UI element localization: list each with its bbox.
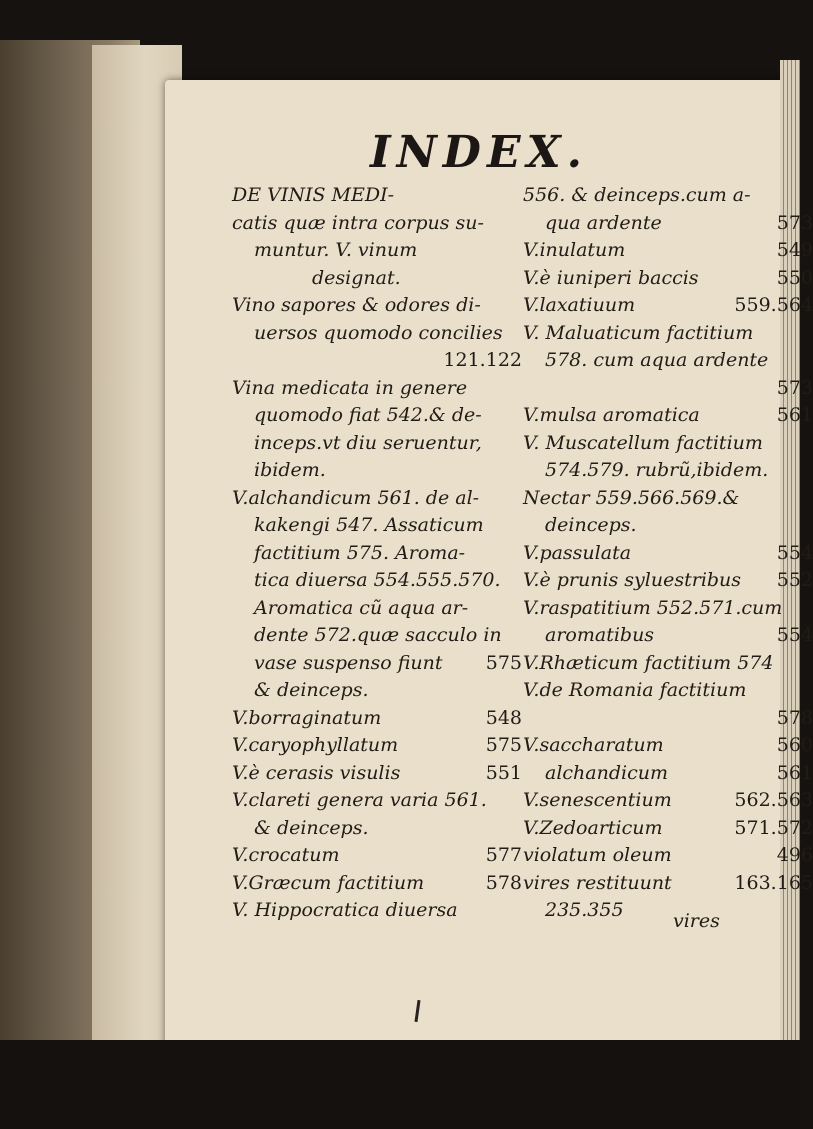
index-entry	[232, 897, 522, 925]
index-entry	[523, 512, 813, 540]
entry-text: Aromatica cũ aqua ar-	[254, 596, 469, 619]
entry-text: 578. cum aqua ardente	[545, 349, 769, 371]
index-entry	[232, 595, 522, 623]
index-entry	[232, 622, 522, 650]
entry-text: V.senescentium	[523, 789, 672, 811]
index-entry	[523, 815, 813, 843]
index-entry	[523, 595, 813, 623]
index-entry	[523, 457, 813, 485]
index-entry	[232, 402, 522, 430]
index-entry	[232, 320, 522, 348]
entry-page-number: 554	[776, 624, 813, 646]
index-entry	[232, 457, 522, 485]
entry-text: alchandicum	[545, 761, 668, 784]
entry-text: violatum oleum	[523, 844, 672, 866]
entry-text: factitium 575. Aroma-	[254, 541, 466, 564]
index-entry	[523, 320, 813, 348]
index-entry	[232, 430, 522, 458]
entry-text: V.è iuniperi baccis	[523, 266, 699, 289]
entry-text: 574.579. rubrũ,ibidem.	[545, 459, 769, 481]
entry-text: uersos quomodo concilies	[254, 321, 503, 344]
entry-text: V. Maluaticum factitium	[523, 321, 754, 344]
entry-page-number: 577	[485, 844, 522, 866]
entry-text: V.è prunis syluestribus	[523, 569, 742, 591]
index-entry	[523, 182, 813, 210]
index-entry	[523, 650, 813, 678]
index-entry	[232, 677, 522, 705]
index-entry	[232, 347, 522, 375]
index-entry	[232, 182, 522, 210]
entry-text: Vina medicata in genere	[232, 376, 468, 399]
entry-page-number: 548	[485, 706, 522, 729]
index-entry	[523, 402, 813, 430]
index-entry	[523, 705, 813, 733]
entry-page-number: 551	[485, 761, 522, 784]
index-entry	[523, 237, 813, 265]
entry-text: V.caryophyllatum	[232, 734, 399, 756]
entry-text: V.raspatitium 552.571.cum	[523, 596, 783, 619]
entry-text: V.Rhæticum factitium 574	[523, 651, 774, 674]
index-entry	[523, 870, 813, 898]
index-entry	[232, 760, 522, 788]
entry-text: V.de Romania factitium	[523, 679, 747, 701]
entry-text: V.crocatum	[232, 844, 340, 866]
index-entry	[523, 897, 813, 925]
entry-page-number: 496	[776, 844, 813, 866]
entry-text: vase suspenso fiunt	[254, 651, 443, 674]
index-entry	[232, 485, 522, 513]
index-entry	[232, 512, 522, 540]
entry-text: V.Zedoarticum	[523, 816, 663, 839]
entry-text: V.laxatiuum	[523, 294, 636, 316]
entry-page-number: 561	[776, 761, 813, 784]
entry-page-number: 571.572	[734, 816, 813, 839]
index-entry	[232, 650, 522, 678]
index-entry	[232, 732, 522, 760]
index-entry	[523, 787, 813, 815]
entry-text: DE VINIS MEDI-	[232, 184, 395, 206]
index-entry	[232, 375, 522, 403]
index-entry	[523, 842, 813, 870]
entry-text: aromatibus	[545, 624, 655, 646]
entry-text: quomodo fiat 542.& de-	[254, 404, 482, 426]
entry-text: V.borraginatum	[232, 706, 382, 729]
entry-text: muntur. V. vinum	[254, 239, 418, 261]
index-entry	[232, 842, 522, 870]
entry-text: V.inulatum	[523, 239, 626, 261]
entry-text: tica diuersa 554.555.570.	[254, 569, 501, 591]
entry-text: Vino sapores & odores di-	[232, 294, 481, 316]
entry-text: ibidem.	[254, 459, 326, 481]
index-entry	[523, 292, 813, 320]
index-entry	[523, 347, 813, 375]
entry-text: dente 572.quæ sacculo in	[254, 624, 502, 646]
background	[0, 1040, 800, 1129]
index-entry	[232, 787, 522, 815]
entry-text: & deinceps.	[254, 816, 369, 839]
index-column-left	[232, 182, 522, 925]
index-entry	[232, 705, 522, 733]
entry-text: qua ardente	[545, 211, 662, 234]
entry-page-number: 561	[776, 404, 813, 426]
index-entry	[232, 567, 522, 595]
index-entry	[232, 292, 522, 320]
entry-page-number: 578	[776, 706, 813, 729]
page-title: INDEX.	[370, 127, 588, 178]
entry-page-number: 560	[776, 734, 813, 756]
entry-text: V.mulsa aromatica	[523, 404, 700, 426]
entry-page-number: 578	[485, 871, 522, 894]
entry-text: 556. & deinceps.cum a-	[523, 184, 751, 206]
index-entry	[232, 237, 522, 265]
index-entry	[523, 430, 813, 458]
entry-page-number: 549	[776, 239, 813, 261]
entry-text: V.Græcum factitium	[232, 871, 425, 894]
entry-text: V.alchandicum 561. de al-	[232, 486, 480, 509]
entry-text: V.clareti genera varia 561.	[232, 789, 487, 811]
entry-text: catis quæ intra corpus su-	[232, 211, 484, 234]
entry-page-number: 554	[776, 541, 813, 564]
entry-text: deinceps.	[545, 514, 637, 536]
entry-page-number: 552	[776, 569, 813, 591]
entry-text: V.è cerasis visulis	[232, 761, 401, 784]
index-entry	[523, 732, 813, 760]
entry-text: Nectar 559.566.569.&	[523, 486, 740, 509]
entry-text: vires restituunt	[523, 871, 672, 894]
index-entry	[523, 265, 813, 293]
entry-text: inceps.vt diu seruentur,	[254, 431, 482, 454]
index-entry	[523, 485, 813, 513]
entry-page-number: 573	[776, 211, 813, 234]
entry-page-number: 121.122	[443, 349, 522, 371]
catchword: vires	[673, 910, 720, 932]
entry-text: designat.	[312, 266, 401, 289]
index-entry	[232, 265, 522, 293]
entry-text: V. Muscatellum factitium	[523, 431, 763, 454]
entry-page-number: 575	[485, 734, 522, 756]
entry-page-number: 573	[776, 376, 813, 399]
entry-text: & deinceps.	[254, 679, 369, 701]
index-entry	[523, 760, 813, 788]
entry-page-number: 559.564	[734, 294, 813, 316]
index-entry	[523, 677, 813, 705]
index-entry	[523, 375, 813, 403]
index-entry	[523, 622, 813, 650]
index-entry	[523, 540, 813, 568]
entry-page-number: 575	[485, 651, 522, 674]
entry-text: 235.355	[545, 899, 624, 921]
index-entry	[232, 210, 522, 238]
entry-text: V.passulata	[523, 541, 632, 564]
entry-page-number: 163.165	[734, 871, 813, 894]
index-entry	[232, 815, 522, 843]
index-entry	[523, 567, 813, 595]
entry-page-number: 562.563	[734, 789, 813, 811]
entry-text: kakengi 547. Assaticum	[254, 514, 484, 536]
index-entry	[523, 210, 813, 238]
index-column-right	[523, 182, 813, 925]
index-entry	[232, 870, 522, 898]
entry-text: V. Hippocratica diuersa	[232, 899, 458, 921]
index-entry	[232, 540, 522, 568]
entry-page-number: 550	[776, 266, 813, 289]
entry-text: V.saccharatum	[523, 734, 664, 756]
